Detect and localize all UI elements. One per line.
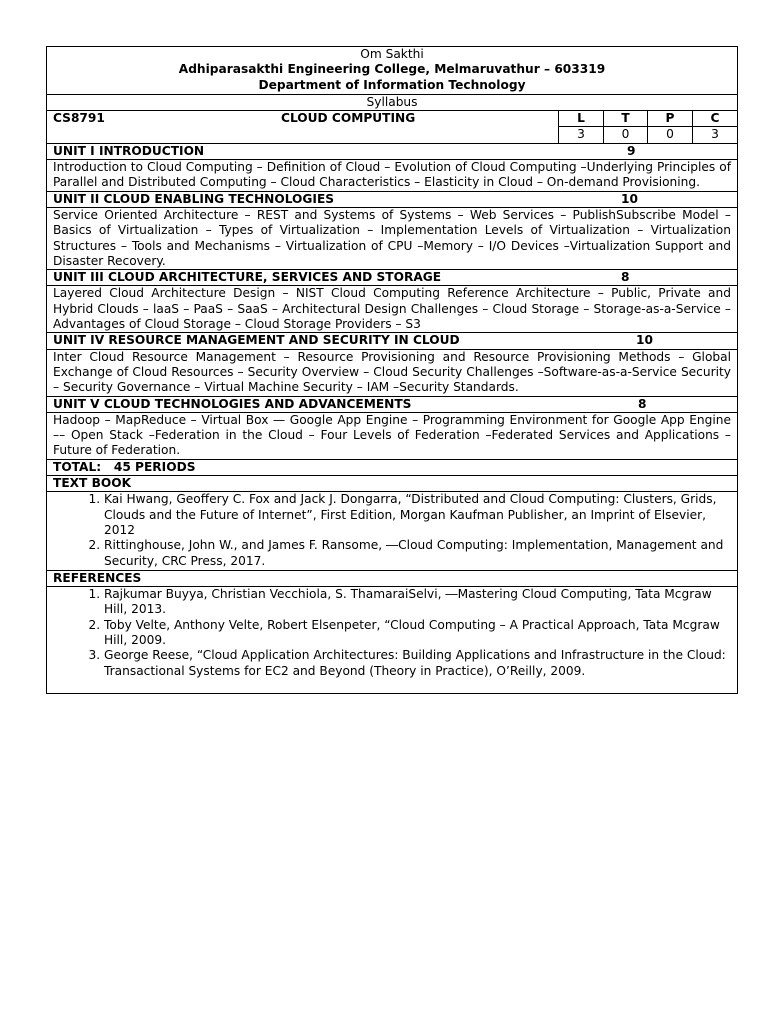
list-item: 2. Toby Velte, Anthony Velte, Robert Elsenpeter, “Cloud Computing – A Practical Approach, Tata Mcgraw Hill, 2009. xyxy=(104,618,731,649)
course-code: CS8791 xyxy=(53,111,105,126)
unit-title: UNIT V CLOUD TECHNOLOGIES AND ADVANCEMENTS xyxy=(53,396,412,411)
unit-content-row xyxy=(47,349,738,396)
ltpc-label-p: P xyxy=(648,111,693,127)
references-list-row xyxy=(47,587,738,694)
college-name: Adhiparasakthi Engineering College, Melmaruvathur – 603319 xyxy=(178,62,606,77)
syllabus-table xyxy=(46,46,738,694)
unit-hours: 10 xyxy=(636,333,653,348)
unit-content: Service Oriented Architecture – REST and Systems of Systems – Web Services – PublishSubscribe Model – Basics of Virtualization – Types of Virtualization – Implementation Levels of Virtualization – Virtualization Structures – Tools and Mechanisms – Virtualization of CPU –Memory – I/O Devices –Virtualization Support and Disaster Recovery. xyxy=(47,207,738,269)
ltpc-label-l: L xyxy=(559,111,604,127)
unit-content-row xyxy=(47,412,738,459)
unit-hours: 9 xyxy=(627,143,636,158)
unit-heading-row xyxy=(47,270,738,286)
references-heading: REFERENCES xyxy=(47,570,738,586)
total-periods: TOTAL: 45 PERIODS xyxy=(47,459,738,475)
ltpc-value-p: 0 xyxy=(648,127,693,143)
unit-hours: 8 xyxy=(621,270,630,285)
list-item: 1. Rajkumar Buyya, Christian Vecchiola, S. ThamaraiSelvi, ―Mastering Cloud Computing, Tata Mcgraw Hill, 2013. xyxy=(104,587,731,618)
ltpc-value-t: 0 xyxy=(604,127,648,143)
unit-heading-row xyxy=(47,333,738,349)
unit-content-row xyxy=(47,207,738,269)
textbook-list xyxy=(53,492,731,568)
unit-content: Hadoop – MapReduce – Virtual Box — Google App Engine – Programming Environment for Google App Engine –– Open Stack –Federation in the Cloud – Four Levels of Federation –Federated Services and Applications – Future of Federation. xyxy=(47,412,738,459)
textbook-heading-row xyxy=(47,476,738,492)
unit-hours: 10 xyxy=(621,191,638,206)
list-item: 3. George Reese, “Cloud Application Architectures: Building Applications and Infrastructure in the Cloud: Transactional Systems for EC2 and Beyond (Theory in Practice), O’Reilly, 2009. xyxy=(104,648,731,679)
unit-title: UNIT II CLOUD ENABLING TECHNOLOGIES xyxy=(53,191,335,206)
unit-content: Introduction to Cloud Computing – Definition of Cloud – Evolution of Cloud Computing –Underlying Principles of Parallel and Distributed Computing – Cloud Characteristics – Elasticity in Cloud – On-demand Provisioning. xyxy=(47,160,738,192)
header-line-1: Om Sakthi xyxy=(360,47,424,61)
syllabus-document xyxy=(46,46,737,694)
list-item: 2. Rittinghouse, John W., and James F. Ransome, ―Cloud Computing: Implementation, Management and Security, CRC Press, 2017. xyxy=(104,538,731,569)
unit-heading-row xyxy=(47,191,738,207)
unit-title: UNIT I INTRODUCTION xyxy=(53,143,205,158)
unit-content-row xyxy=(47,160,738,192)
header-row xyxy=(47,47,738,95)
unit-title: UNIT IV RESOURCE MANAGEMENT AND SECURITY IN CLOUD xyxy=(53,333,460,348)
list-item: 1. Kai Hwang, Geoffery C. Fox and Jack J. Dongarra, “Distributed and Cloud Computing: Clusters, Grids, Clouds and the Future of Internet”, First Edition, Morgan Kaufman Publisher, an Imprint of Elsevier, 2012 xyxy=(104,492,731,538)
references-heading-row xyxy=(47,570,738,586)
unit-content: Inter Cloud Resource Management – Resource Provisioning and Resource Provisioning Methods – Global Exchange of Cloud Resources – Security Overview – Cloud Security Challenges –Software-as-a-Service Security – Security Governance – Virtual Machine Security – IAM –Security Standards. xyxy=(47,349,738,396)
unit-title: UNIT III CLOUD ARCHITECTURE, SERVICES AND STORAGE xyxy=(53,270,442,285)
syllabus-label: Syllabus xyxy=(47,94,738,110)
ltpc-label-c: C xyxy=(693,111,738,127)
textbook-heading: TEXT BOOK xyxy=(47,476,738,492)
ltpc-label-t: T xyxy=(604,111,648,127)
department-name: Department of Information Technology xyxy=(258,77,526,92)
syllabus-row xyxy=(47,94,738,110)
total-row xyxy=(47,459,738,475)
unit-content-row xyxy=(47,286,738,333)
course-name: CLOUD COMPUTING xyxy=(281,111,416,126)
references-list xyxy=(53,587,731,679)
ltpc-value-l: 3 xyxy=(559,127,604,143)
unit-content: Layered Cloud Architecture Design – NIST Cloud Computing Reference Architecture – Public, Private and Hybrid Clouds – laaS – PaaS – SaaS – Architectural Design Challenges – Cloud Storage – Storage-as-a-Service – Advantages of Cloud Storage – Cloud Storage Providers – S3 xyxy=(47,286,738,333)
ltpc-value-c: 3 xyxy=(693,127,738,143)
course-row xyxy=(47,111,738,127)
textbook-list-row xyxy=(47,492,738,570)
unit-heading-row xyxy=(47,143,738,159)
unit-hours: 8 xyxy=(638,396,647,411)
unit-heading-row xyxy=(47,396,738,412)
